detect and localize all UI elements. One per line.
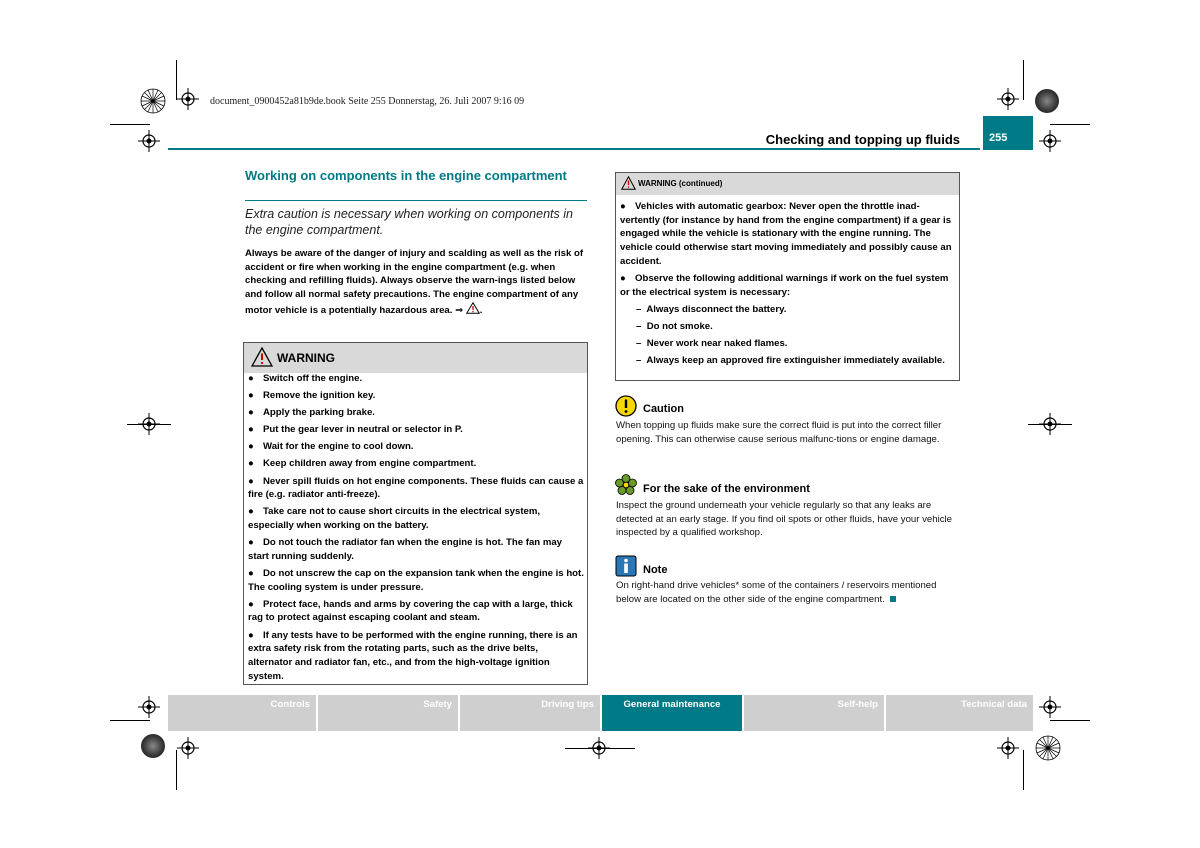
intro-reference[interactable]: ⇒ . bbox=[455, 305, 482, 316]
registration-mark-icon bbox=[997, 88, 1019, 110]
list-item: ● If any tests have to be performed with the engine running, there is an extra safety risk from the rotating parts, such as the drive belts, alternator and radiator fan, etc., and from the high-voltage ignition system. bbox=[248, 629, 578, 682]
warning-triangle-icon bbox=[621, 176, 636, 190]
density-mark-icon bbox=[1035, 89, 1059, 113]
page-header-title: Checking and topping up fluids bbox=[765, 132, 960, 147]
list-item: ● Apply the parking brake. bbox=[248, 407, 375, 419]
sub-list-item: – Do not smoke. bbox=[636, 320, 713, 332]
nav-general-maintenance[interactable]: General maintenance bbox=[602, 695, 742, 731]
list-item: ● Never spill fluids on hot engine components. These fluids can cause a fire (e.g. radiator anti-freeze). bbox=[248, 475, 584, 501]
section-rule bbox=[245, 200, 587, 201]
environment-title: For the sake of the environment bbox=[643, 483, 810, 495]
arrow-ref: ⇒ bbox=[455, 304, 464, 316]
nav-self-help[interactable]: Self-help bbox=[744, 695, 884, 731]
file-info: document_0900452a81b9de.book Seite 255 Donnerstag, 26. Juli 2007 9:16 09 bbox=[210, 96, 525, 107]
warning-continued-list bbox=[620, 200, 958, 371]
sunburst-mark-icon bbox=[1035, 735, 1061, 761]
warning-triangle-icon bbox=[251, 347, 273, 367]
sub-list-item: – Always disconnect the battery. bbox=[636, 303, 787, 315]
nav-safety[interactable]: Safety bbox=[318, 695, 458, 731]
sunburst-mark-icon bbox=[140, 88, 166, 114]
list-item: ● Take care not to cause short circuits in the electrical system, especially when working on the battery. bbox=[248, 506, 541, 532]
registration-mark-icon bbox=[138, 130, 160, 152]
chapter-nav bbox=[168, 695, 1033, 731]
warning-continued-header bbox=[616, 173, 959, 195]
warning-continued-box bbox=[615, 172, 960, 381]
list-item: ● Switch off the engine. bbox=[248, 373, 363, 384]
registration-mark-icon bbox=[997, 737, 1019, 759]
list-item: ● Wait for the engine to cool down. bbox=[248, 441, 414, 453]
list-item: ● Protect face, hands and arms by covering the cap with a large, thick rag to protect against escaping coolant and steam. bbox=[248, 598, 573, 624]
warning-list bbox=[248, 372, 584, 687]
intro-body-text: Always be aware of the danger of injury and scalding as well as the risk of accident or fire when working in the engine compartment (e.g. when checking and refilling fluids). Always observe the warn-ings listed below and follow all normal safety precautions. The engine compartment of any motor vehicle is a potentially hazardous area. bbox=[245, 248, 584, 316]
warning-triangle-icon bbox=[466, 302, 480, 314]
intro-body bbox=[245, 247, 590, 318]
warning-label: WARNING bbox=[277, 351, 335, 365]
nav-technical-data[interactable]: Technical data bbox=[886, 695, 1033, 731]
flower-icon bbox=[615, 474, 637, 496]
nav-controls[interactable]: Controls bbox=[168, 695, 316, 731]
environment-body: Inspect the ground underneath your vehicle regularly so that any leaks are detected at an early stage. If you find oil spots or other fluids, have your vehicle inspected by a qualified workshop. bbox=[616, 500, 952, 539]
intro-italic: Extra caution is necessary when working on components in the engine compartment. bbox=[245, 207, 573, 237]
registration-mark-icon bbox=[1039, 696, 1061, 718]
list-item: ● Remove the ignition key. bbox=[248, 390, 376, 402]
section-title: Working on components in the engine compartment bbox=[245, 168, 567, 183]
list-item: ● Do not touch the radiator fan when the engine is hot. The fan may start running suddenly. bbox=[248, 537, 563, 562]
sub-list-item: – Never work near naked flames. bbox=[636, 337, 788, 349]
caution-icon bbox=[615, 395, 637, 417]
list-item: ● Observe the following additional warnings if work on the fuel system or the electrical system is necessary: bbox=[620, 272, 949, 298]
caution-body: When topping up fluids make sure the correct fluid is put into the correct filler opening. This can otherwise cause serious malfunc-tions or engine damage. bbox=[616, 420, 942, 445]
note-body bbox=[616, 579, 961, 606]
registration-mark-icon bbox=[138, 696, 160, 718]
nav-driving-tips[interactable]: Driving tips bbox=[460, 695, 600, 731]
registration-mark-icon bbox=[1039, 130, 1061, 152]
list-item: ● Put the gear lever in neutral or selector in P. bbox=[248, 424, 463, 436]
page-number: 255 bbox=[983, 116, 1033, 150]
list-item: ● Keep children away from engine compartment. bbox=[248, 458, 477, 470]
registration-mark-icon bbox=[177, 737, 199, 759]
warning-continued-label: WARNING (continued) bbox=[638, 179, 723, 188]
density-mark-icon bbox=[141, 734, 165, 758]
note-body-text: On right-hand drive vehicles* some of the containers / reservoirs mentioned below are located on the other side of the engine compartment. bbox=[616, 580, 937, 605]
end-marker-icon bbox=[890, 596, 896, 602]
list-item: ● Do not unscrew the cap on the expansion tank when the engine is hot. The cooling system is under pressure. bbox=[248, 567, 584, 593]
sub-list-item: – Always keep an approved fire extinguisher immediately available. bbox=[636, 354, 945, 366]
registration-mark-icon bbox=[177, 88, 199, 110]
warning-header bbox=[244, 343, 587, 373]
list-item: ● Vehicles with automatic gearbox: Never open the throttle inad-vertently (for instance by hand from the engine compartment) if a gear is engaged while the vehicle is stationary with the engine running. The vehicle could otherwise start moving immediately and possibly cause an accident. bbox=[620, 201, 952, 267]
header-rule bbox=[168, 148, 980, 150]
note-title: Note bbox=[643, 564, 668, 576]
caution-title: Caution bbox=[643, 403, 684, 415]
warning-box bbox=[243, 342, 588, 685]
info-icon bbox=[615, 555, 637, 577]
